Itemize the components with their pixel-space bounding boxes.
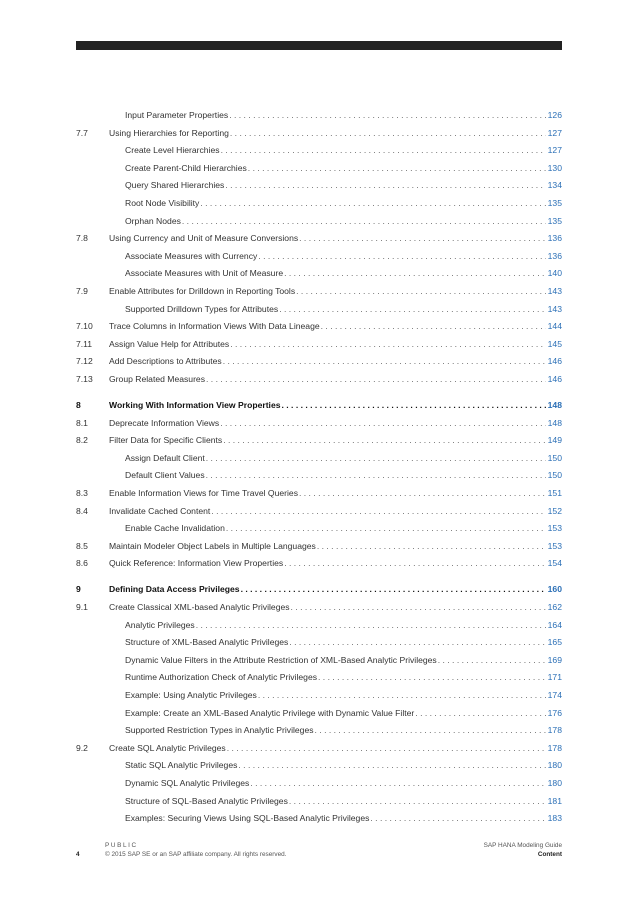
toc-entry[interactable] bbox=[76, 283, 562, 301]
dot-leader bbox=[205, 467, 546, 485]
toc-entry-line bbox=[109, 740, 562, 758]
dot-leader bbox=[257, 687, 546, 705]
toc-entry-title-link[interactable]: Create SQL Analytic Privileges bbox=[109, 742, 226, 753]
toc-entry-title-link[interactable]: Orphan Nodes bbox=[125, 215, 181, 226]
toc-entry-title-link[interactable]: Query Shared Hierarchies bbox=[125, 180, 225, 191]
toc-entry-page-link[interactable]: 140 bbox=[547, 268, 562, 279]
toc-entry[interactable] bbox=[76, 160, 562, 178]
toc-entry-page-link[interactable]: 154 bbox=[547, 558, 562, 569]
toc-entry[interactable] bbox=[76, 669, 562, 687]
toc-entry-number: 7.12 bbox=[76, 356, 93, 367]
dot-leader bbox=[298, 485, 546, 503]
toc-entry[interactable] bbox=[76, 740, 562, 758]
toc-entry-number: 8.1 bbox=[76, 417, 88, 428]
dot-leader bbox=[369, 810, 545, 828]
toc-entry-page-link[interactable]: 150 bbox=[547, 452, 562, 463]
toc-entry[interactable] bbox=[76, 213, 562, 231]
toc-entry-page-link[interactable]: 148 bbox=[547, 400, 562, 410]
toc-entry-page-link[interactable]: 136 bbox=[547, 233, 562, 244]
toc-entry-line bbox=[125, 195, 562, 213]
toc-entry[interactable] bbox=[76, 775, 562, 793]
toc-entry-line bbox=[125, 793, 562, 811]
dot-leader bbox=[220, 142, 546, 160]
toc-entry-title-link[interactable]: Assign Default Client bbox=[125, 452, 205, 463]
toc-entry[interactable] bbox=[76, 336, 562, 354]
toc-entry-line bbox=[125, 450, 562, 468]
toc-entry-title-link[interactable]: Using Hierarchies for Reporting bbox=[109, 127, 229, 138]
toc-entry-page-link[interactable]: 153 bbox=[547, 523, 562, 534]
toc-entry-page-link[interactable]: 127 bbox=[547, 145, 562, 156]
toc-entry[interactable] bbox=[76, 415, 562, 433]
toc-entry-title-link[interactable]: Enable Cache Invalidation bbox=[125, 523, 225, 534]
toc-entry-title-link[interactable]: Quick Reference: Information View Properties bbox=[109, 558, 284, 569]
dot-leader bbox=[414, 705, 545, 723]
toc-entry-line bbox=[125, 265, 562, 283]
toc-entry[interactable] bbox=[76, 810, 562, 828]
toc-entry-line bbox=[125, 301, 562, 319]
toc-entry-page-link[interactable]: 180 bbox=[547, 777, 562, 788]
toc-entry-page-link[interactable]: 165 bbox=[547, 637, 562, 648]
toc-entry-page-link[interactable]: 152 bbox=[547, 505, 562, 516]
toc-entry[interactable] bbox=[76, 705, 562, 723]
toc-entry-line bbox=[125, 617, 562, 635]
toc-entry-title-link[interactable]: Dynamic Value Filters in the Attribute Restriction of XML-Based Analytic Privileges bbox=[125, 654, 437, 665]
toc-entry-title-link[interactable]: Supported Restriction Types in Analytic Privileges bbox=[125, 725, 314, 736]
toc-entry-line bbox=[109, 581, 562, 599]
toc-entry-line bbox=[109, 397, 562, 415]
toc-entry-page-link[interactable]: 151 bbox=[547, 487, 562, 498]
toc-entry-page-link[interactable]: 148 bbox=[547, 417, 562, 428]
toc-entry-line bbox=[109, 371, 562, 389]
toc-entry-title-link[interactable]: Structure of SQL-Based Analytic Privileges bbox=[125, 795, 288, 806]
dot-leader bbox=[205, 371, 546, 389]
dot-leader bbox=[237, 757, 545, 775]
toc-entry-number: 8.4 bbox=[76, 505, 88, 516]
toc-entry-title-link[interactable]: Create Level Hierarchies bbox=[125, 145, 220, 156]
toc-entry-line bbox=[109, 336, 562, 354]
toc-entry-number: 7.13 bbox=[76, 373, 93, 384]
dot-leader bbox=[229, 125, 546, 143]
dot-leader bbox=[205, 450, 546, 468]
toc-entry-title-link[interactable]: Working With Information View Properties bbox=[109, 400, 281, 410]
toc-entry-title-link[interactable]: Using Currency and Unit of Measure Conversions bbox=[109, 233, 299, 244]
toc-entry[interactable] bbox=[76, 503, 562, 521]
dot-leader bbox=[283, 555, 545, 573]
toc-entry-number: 7.9 bbox=[76, 285, 88, 296]
toc-entry-page-link[interactable]: 180 bbox=[547, 760, 562, 771]
header-bar bbox=[76, 41, 562, 50]
toc-entry-line bbox=[125, 652, 562, 670]
toc-entry-line bbox=[109, 125, 562, 143]
dot-leader bbox=[257, 248, 545, 266]
toc-entry-page-link[interactable]: 171 bbox=[547, 672, 562, 683]
toc-entry-page-link[interactable]: 143 bbox=[547, 303, 562, 314]
dot-leader bbox=[295, 283, 546, 301]
toc-entry-number: 7.8 bbox=[76, 233, 88, 244]
toc-entry-title-link[interactable]: Input Parameter Properties bbox=[125, 110, 229, 120]
toc-entry[interactable] bbox=[76, 432, 562, 450]
toc-entry-title-link[interactable]: Defining Data Access Privileges bbox=[109, 584, 240, 595]
toc-entry-page-link[interactable]: 181 bbox=[547, 795, 562, 806]
toc-entry-page-link[interactable]: 178 bbox=[547, 742, 562, 753]
table-of-contents bbox=[76, 107, 562, 828]
toc-entry-line bbox=[125, 705, 562, 723]
toc-entry-number: 8.2 bbox=[76, 435, 88, 446]
toc-entry-line bbox=[109, 503, 562, 521]
toc-entry[interactable] bbox=[76, 793, 562, 811]
toc-entry[interactable] bbox=[76, 599, 562, 617]
toc-entry-number: 8.5 bbox=[76, 540, 88, 551]
dot-leader bbox=[222, 353, 546, 371]
dot-leader bbox=[288, 793, 546, 811]
toc-entry-line bbox=[125, 634, 562, 652]
toc-entry-page-link[interactable]: 145 bbox=[547, 338, 562, 349]
toc-entry-page-link[interactable]: 178 bbox=[547, 725, 562, 736]
toc-entry-title-link[interactable]: Enable Attributes for Drilldown in Reporting Tools bbox=[109, 285, 296, 296]
toc-entry[interactable] bbox=[76, 757, 562, 775]
toc-entry-title-link[interactable]: Associate Measures with Currency bbox=[125, 250, 258, 261]
toc-entry-line bbox=[125, 107, 562, 125]
toc-entry-page-link[interactable]: 135 bbox=[547, 197, 562, 208]
toc-entry-page-link[interactable]: 126 bbox=[547, 110, 562, 120]
toc-entry-page-link[interactable]: 164 bbox=[547, 619, 562, 630]
dot-leader bbox=[320, 318, 546, 336]
toc-entry-line bbox=[125, 213, 562, 231]
toc-entry-page-link[interactable]: 153 bbox=[547, 540, 562, 551]
toc-entry-title-link[interactable]: Dynamic SQL Analytic Privileges bbox=[125, 777, 250, 788]
toc-entry[interactable] bbox=[76, 397, 562, 415]
toc-entry-title-link[interactable]: Root Node Visibility bbox=[125, 197, 200, 208]
toc-entry[interactable] bbox=[76, 265, 562, 283]
toc-entry-line bbox=[125, 810, 562, 828]
toc-entry-number: 8 bbox=[76, 400, 81, 410]
toc-entry[interactable] bbox=[76, 248, 562, 266]
toc-entry-title-link[interactable]: Default Client Values bbox=[125, 470, 205, 481]
toc-entry[interactable] bbox=[76, 467, 562, 485]
dot-leader bbox=[219, 415, 545, 433]
toc-entry-title-link[interactable]: Supported Drilldown Types for Attributes bbox=[125, 303, 279, 314]
toc-entry-page-link[interactable]: 130 bbox=[547, 162, 562, 173]
toc-entry-page-link[interactable]: 160 bbox=[547, 584, 562, 595]
toc-entry[interactable] bbox=[76, 722, 562, 740]
toc-entry-title-link[interactable]: Static SQL Analytic Privileges bbox=[125, 760, 238, 771]
toc-entry-page-link[interactable]: 162 bbox=[547, 602, 562, 613]
toc-entry-title-link[interactable]: Trace Columns in Information Views With Data Lineage bbox=[109, 321, 320, 332]
section-name: Content bbox=[537, 851, 562, 858]
toc-entry-title-link[interactable]: Examples: Securing Views Using SQL-Based Analytic Privileges bbox=[125, 813, 370, 824]
dot-leader bbox=[249, 775, 545, 793]
toc-entry-title-link[interactable]: Deprecate Information Views bbox=[109, 417, 220, 428]
dot-leader bbox=[283, 265, 546, 283]
dot-leader bbox=[229, 336, 545, 354]
toc-entry-title-link[interactable]: Enable Information Views for Time Travel Queries bbox=[109, 487, 298, 498]
dot-leader bbox=[314, 722, 546, 740]
toc-entry[interactable] bbox=[76, 555, 562, 573]
toc-entry-number: 8.3 bbox=[76, 487, 88, 498]
toc-entry-title-link[interactable]: Add Descriptions to Attributes bbox=[109, 356, 222, 367]
toc-entry-title-link[interactable]: Runtime Authorization Check of Analytic Privileges bbox=[125, 672, 318, 683]
toc-entry-line bbox=[109, 555, 562, 573]
toc-entry-page-link[interactable]: 134 bbox=[547, 180, 562, 191]
toc-entry-line bbox=[125, 177, 562, 195]
toc-entry[interactable] bbox=[76, 177, 562, 195]
toc-entry-line bbox=[125, 248, 562, 266]
toc-entry[interactable] bbox=[76, 687, 562, 705]
classification-label: PUBLIC bbox=[105, 842, 138, 849]
toc-entry[interactable] bbox=[76, 230, 562, 248]
toc-entry-title-link[interactable]: Maintain Modeler Object Labels in Multiple Languages bbox=[109, 540, 316, 551]
toc-entry-line bbox=[109, 432, 562, 450]
toc-entry-page-link[interactable]: 169 bbox=[547, 654, 562, 665]
toc-entry-line bbox=[125, 669, 562, 687]
dot-leader bbox=[288, 634, 545, 652]
toc-entry[interactable] bbox=[76, 634, 562, 652]
dot-leader bbox=[437, 652, 546, 670]
toc-entry[interactable] bbox=[76, 617, 562, 635]
toc-entry-line bbox=[109, 415, 562, 433]
toc-entry-line bbox=[125, 687, 562, 705]
toc-entry-title-link[interactable]: Group Related Measures bbox=[109, 373, 206, 384]
toc-entry[interactable] bbox=[76, 318, 562, 336]
toc-entry-number: 8.6 bbox=[76, 558, 88, 569]
page-number: 4 bbox=[76, 851, 80, 858]
dot-leader bbox=[228, 107, 545, 125]
toc-entry-page-link[interactable]: 146 bbox=[547, 356, 562, 367]
dot-leader bbox=[181, 213, 546, 231]
toc-entry-number: 7.11 bbox=[76, 338, 93, 349]
toc-entry[interactable] bbox=[76, 652, 562, 670]
toc-entry-page-link[interactable]: 174 bbox=[547, 690, 562, 700]
toc-entry-line bbox=[109, 485, 562, 503]
dot-leader bbox=[226, 740, 546, 758]
toc-entry-line bbox=[109, 230, 562, 248]
toc-entry-line bbox=[125, 520, 562, 538]
toc-entry-title-link[interactable]: Assign Value Help for Attributes bbox=[109, 338, 230, 349]
toc-entry[interactable] bbox=[76, 538, 562, 556]
toc-entry[interactable] bbox=[76, 195, 562, 213]
dot-leader bbox=[317, 669, 546, 687]
toc-entry-page-link[interactable]: 135 bbox=[547, 215, 562, 226]
dot-leader bbox=[240, 581, 546, 599]
dot-leader bbox=[210, 503, 545, 521]
document-title: SAP HANA Modeling Guide bbox=[483, 842, 562, 849]
toc-entry-page-link[interactable]: 150 bbox=[547, 470, 562, 481]
toc-entry[interactable] bbox=[76, 520, 562, 538]
toc-entry-title-link[interactable]: Example: Using Analytic Privileges bbox=[125, 690, 257, 700]
dot-leader bbox=[222, 432, 545, 450]
toc-entry-title-link[interactable]: Filter Data for Specific Clients bbox=[109, 435, 223, 446]
toc-entry[interactable] bbox=[76, 353, 562, 371]
toc-entry-page-link[interactable]: 136 bbox=[547, 250, 562, 261]
dot-leader bbox=[224, 177, 545, 195]
dot-leader bbox=[290, 599, 546, 617]
toc-entry-line bbox=[125, 757, 562, 775]
toc-entry[interactable] bbox=[76, 142, 562, 160]
toc-entry-page-link[interactable]: 143 bbox=[547, 285, 562, 296]
copyright-notice: © 2015 SAP SE or an SAP affiliate company. All rights reserved. bbox=[105, 851, 287, 858]
toc-entry-line bbox=[125, 467, 562, 485]
toc-entry-title-link[interactable]: Associate Measures with Unit of Measure bbox=[125, 268, 284, 279]
toc-entry-number: 9.1 bbox=[76, 602, 88, 613]
toc-entry[interactable] bbox=[76, 371, 562, 389]
toc-entry-page-link[interactable]: 144 bbox=[547, 321, 562, 332]
dot-leader bbox=[199, 195, 545, 213]
toc-entry-line bbox=[109, 538, 562, 556]
toc-entry[interactable] bbox=[76, 107, 562, 125]
toc-entry[interactable] bbox=[76, 125, 562, 143]
toc-entry-title-link[interactable]: Analytic Privileges bbox=[125, 619, 195, 630]
dot-leader bbox=[281, 397, 546, 415]
dot-leader bbox=[195, 617, 546, 635]
dot-leader bbox=[316, 538, 546, 556]
toc-entry[interactable] bbox=[76, 450, 562, 468]
toc-entry-page-link[interactable]: 149 bbox=[547, 435, 562, 446]
toc-entry-page-link[interactable]: 183 bbox=[547, 813, 562, 824]
toc-entry[interactable] bbox=[76, 581, 562, 599]
toc-entry-number: 7.7 bbox=[76, 127, 88, 138]
toc-entry-title-link[interactable]: Create Classical XML-based Analytic Privileges bbox=[109, 602, 290, 613]
toc-entry[interactable] bbox=[76, 485, 562, 503]
toc-entry-number: 9.2 bbox=[76, 742, 88, 753]
toc-entry-number: 7.10 bbox=[76, 321, 93, 332]
dot-leader bbox=[225, 520, 546, 538]
toc-entry-title-link[interactable]: Invalidate Cached Content bbox=[109, 505, 211, 516]
toc-entry-line bbox=[125, 160, 562, 178]
toc-entry-line bbox=[125, 142, 562, 160]
toc-entry-page-link[interactable]: 176 bbox=[547, 707, 562, 718]
toc-entry-line bbox=[109, 353, 562, 371]
toc-entry-title-link[interactable]: Create Parent-Child Hierarchies bbox=[125, 162, 247, 173]
toc-entry-title-link[interactable]: Structure of XML-Based Analytic Privileges bbox=[125, 637, 289, 648]
dot-leader bbox=[298, 230, 546, 248]
toc-entry-page-link[interactable]: 146 bbox=[547, 373, 562, 384]
dot-leader bbox=[278, 301, 545, 319]
toc-entry-title-link[interactable]: Example: Create an XML-Based Analytic Privilege with Dynamic Value Filter bbox=[125, 707, 415, 718]
toc-entry-line bbox=[125, 722, 562, 740]
toc-entry-line bbox=[109, 283, 562, 301]
dot-leader bbox=[247, 160, 546, 178]
toc-entry-number: 9 bbox=[76, 584, 81, 595]
toc-entry-page-link[interactable]: 127 bbox=[547, 127, 562, 138]
toc-entry-line bbox=[125, 775, 562, 793]
toc-entry-line bbox=[109, 318, 562, 336]
toc-entry[interactable] bbox=[76, 301, 562, 319]
toc-entry-line bbox=[109, 599, 562, 617]
